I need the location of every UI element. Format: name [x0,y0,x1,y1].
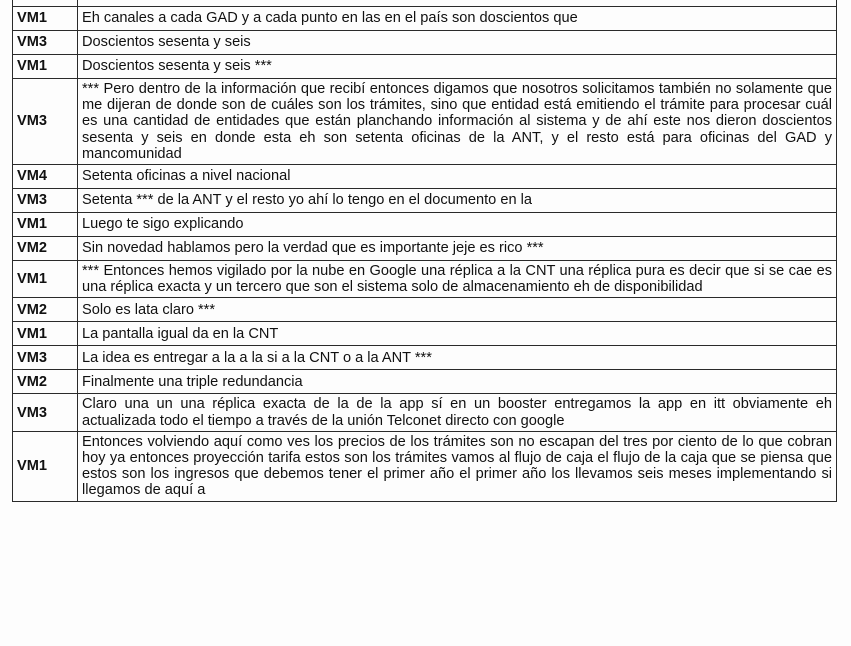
table-row [13,213,837,237]
speaker-cell: VM3 [13,79,78,165]
speaker-cell: VM3 [13,394,78,431]
table-row [13,261,837,298]
utterance-cell: Entonces volviendo aquí como ves los precios de los trámites son no escapan del tres por ciento de lo que cobran hoy ya entonces proyección tarifa estos son los trámites vamos al flujo de caja el flujo de la caja que se piensa que estos son los ingresos que debemos tener el primer año el primer año los llevamos seis meses implementando si llegamos de aquí a [78,431,837,501]
speaker-cell: VM1 [13,431,78,501]
table-row [13,31,837,55]
table-row [13,394,837,431]
speaker-cell: VM1 [13,322,78,346]
utterance-cell: Doscientos sesenta y seis *** [78,55,837,79]
utterance-cell: Eh canales a cada GAD y a cada punto en las en el país son doscientos que [78,7,837,31]
speaker-cell: VM1 [13,55,78,79]
utterance-cell: Setenta *** de la ANT y el resto yo ahí lo tengo en el documento en la [78,189,837,213]
table-row [13,55,837,79]
speaker-cell: VM2 [13,237,78,261]
speaker-cell: VM2 [13,370,78,394]
table-row [13,346,837,370]
speaker-cell: VM3 [13,189,78,213]
table-row [13,370,837,394]
table-row [13,298,837,322]
table-row [13,7,837,31]
speaker-cell: VM1 [13,7,78,31]
utterance-cell: La pantalla igual da en la CNT [78,322,837,346]
speaker-cell: VM1 [13,261,78,298]
transcript-table [12,0,837,502]
speaker-cell: VM4 [13,165,78,189]
table-row [13,189,837,213]
table-row [13,322,837,346]
utterance-cell: *** Pero dentro de la información que recibí entonces digamos que nosotros solicitamos también no solamente que me dijeran de donde son de cuáles son los trámites, sino que entidad está emitiendo el trámite para procesar cuál es una cantidad de entidades que están planchando información al sistema y de ahí este nos dieron doscientos sesenta y seis en donde esta eh son setenta oficinas de la ANT, y el resto está para oficinas del GAD y mancomunidad [78,79,837,165]
table-row [13,165,837,189]
table-row [13,79,837,165]
utterance-cell: Solo es lata claro *** [78,298,837,322]
speaker-cell: VM1 [13,213,78,237]
speaker-cell: VM3 [13,346,78,370]
utterance-cell: Claro una un una réplica exacta de la de la app sí en un booster entregamos la app en itt obviamente eh actualizada todo el tiempo a través de la unión Telconet directo con google [78,394,837,431]
utterance-cell: Doscientos sesenta y seis [78,31,837,55]
utterance-cell: *** Entonces hemos vigilado por la nube en Google una réplica a la CNT una réplica pura es decir que si se cae es una réplica exacta y un tercero que son el sistema solo de almacenamiento eh de disponibilidad [78,261,837,298]
utterance-cell: Sin novedad hablamos pero la verdad que es importante jeje es rico *** [78,237,837,261]
utterance-cell: Setenta oficinas a nivel nacional [78,165,837,189]
utterance-cell: Finalmente una triple redundancia [78,370,837,394]
speaker-cell: VM2 [13,298,78,322]
table-row [13,431,837,501]
table-row [13,237,837,261]
speaker-cell: VM3 [13,31,78,55]
utterance-cell: Luego te sigo explicando [78,213,837,237]
utterance-cell: La idea es entregar a la a la si a la CNT o a la ANT *** [78,346,837,370]
